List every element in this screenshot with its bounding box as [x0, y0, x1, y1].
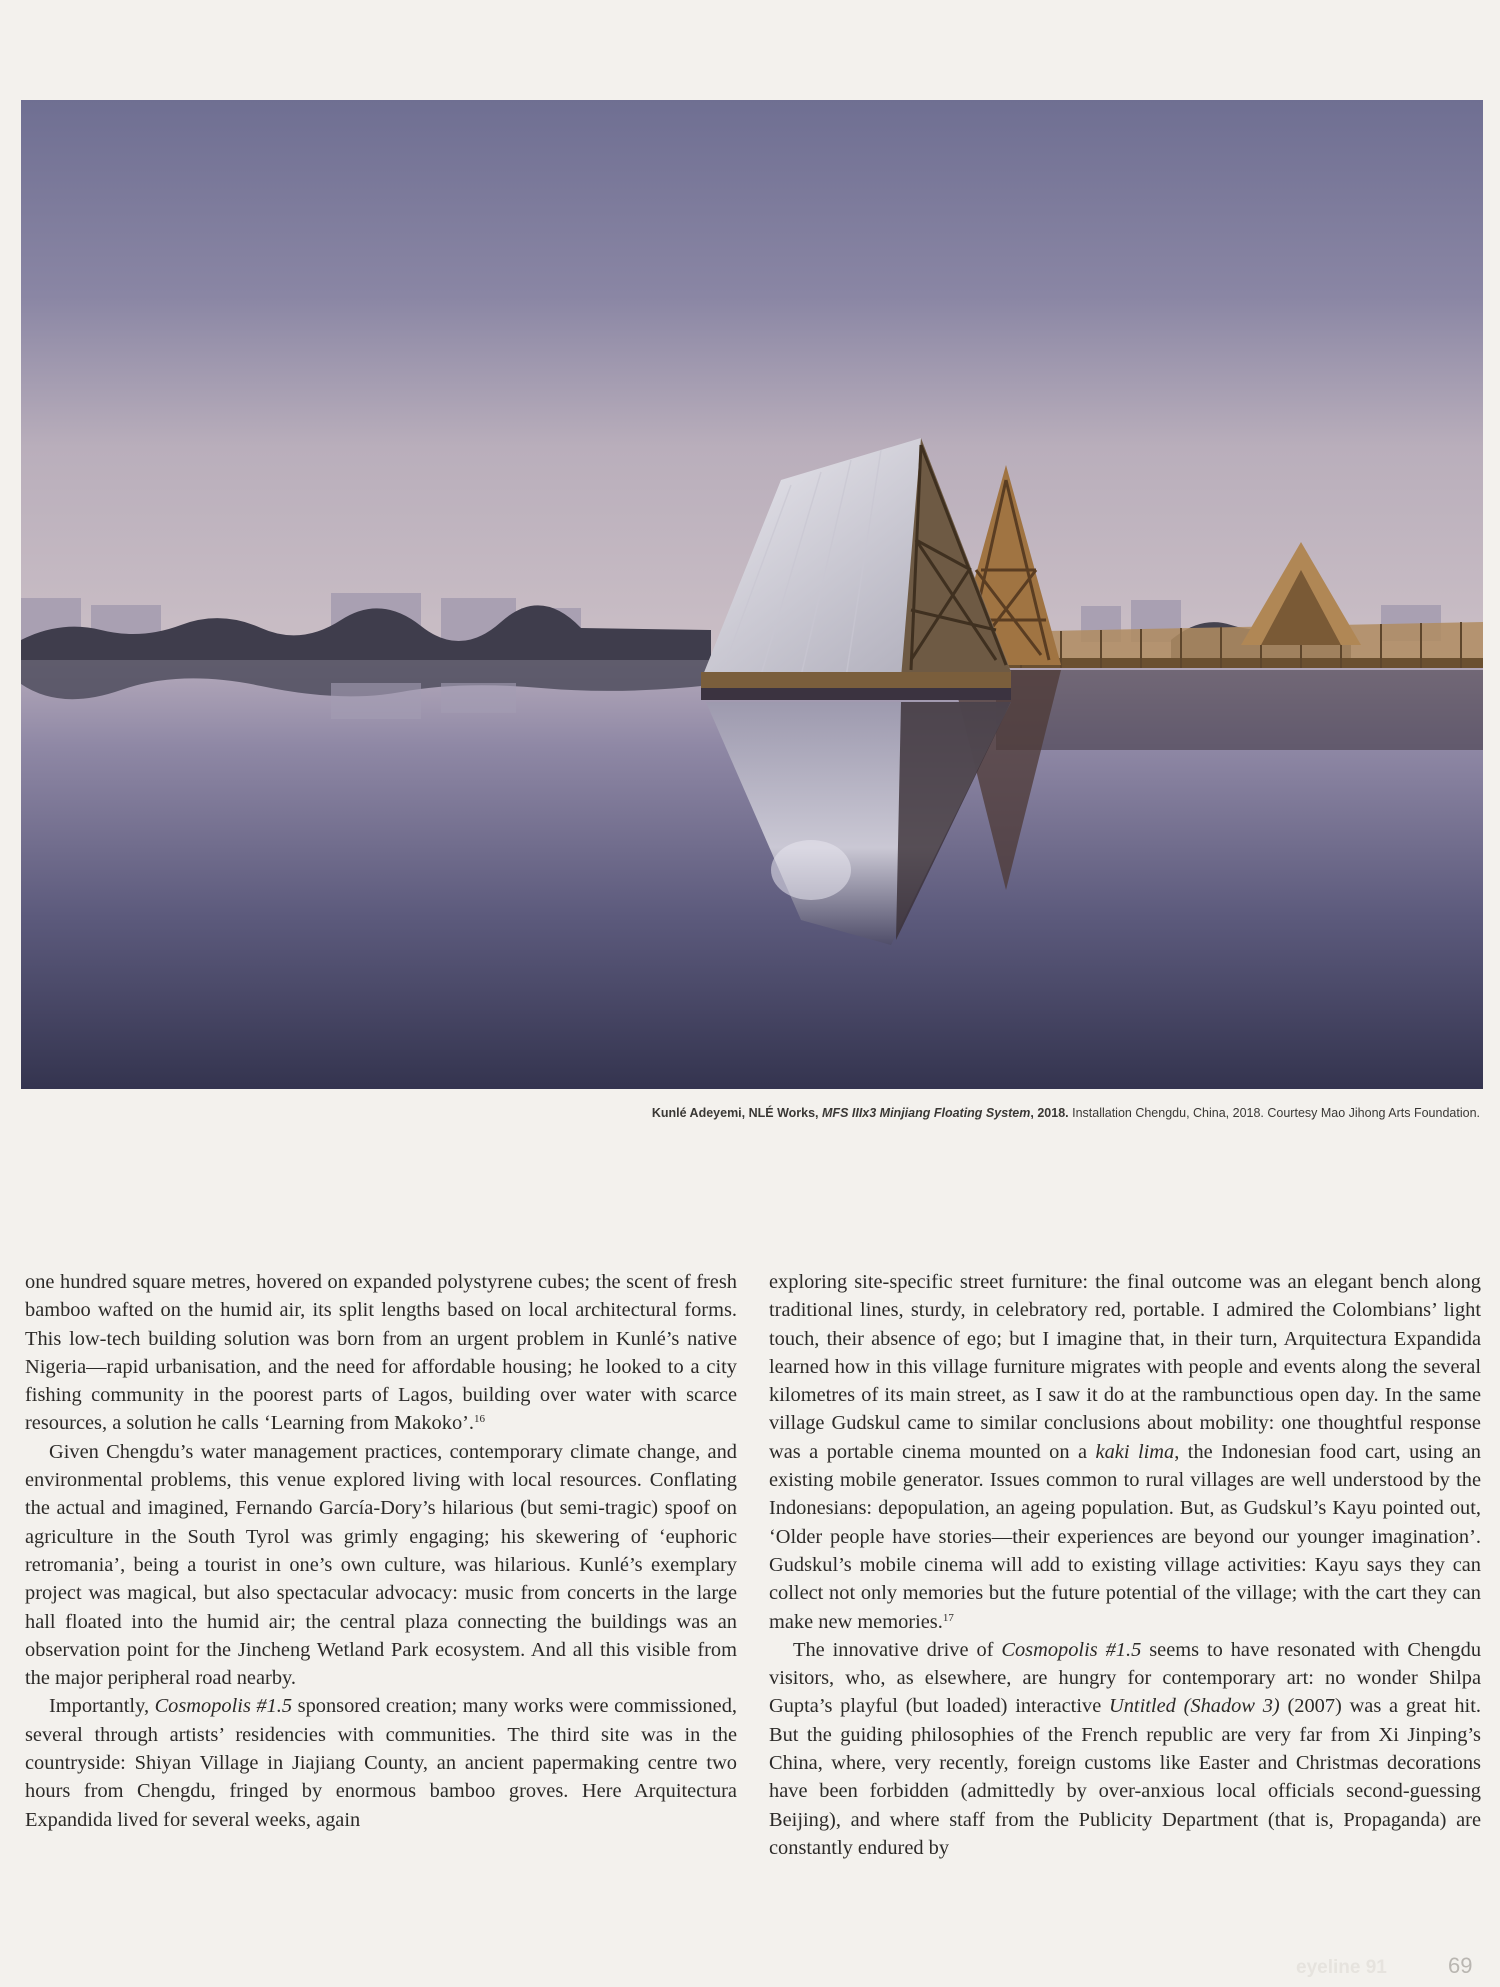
caption-title: MFS IIIx3 Minjiang Floating System — [822, 1106, 1031, 1120]
caption-details: Installation Chengdu, China, 2018. Courtesy Mao Jihong Arts Foundation. — [1068, 1106, 1480, 1120]
right-paragraph-2: The innovative drive of Cosmopolis #1.5 seems to have resonated with Chengdu visitors, who, as elsewhere, are hungry for contemporary art: no wonder Shilpa Gupta’s playful (but loaded) interactive Untitled (Shadow 3) (2007) was a great hit. But the guiding philosophies of the French republic are very far from Xi Jinping’s China, where, very recently, foreign customs like Easter and Christmas decorations have been forbidden (admittedly by over-anxious local officials second-guessing Beijing), and where staff from the Publicity Department (that is, Propaganda) are constantly endured by — [769, 1638, 1482, 1859]
photo-illustration — [21, 100, 1483, 1089]
left-paragraph-3: Importantly, Cosmopolis #1.5 sponsored creation; many works were commissioned, several through artists’ residencies with communities. The third site was in the countryside: Shiyan Village in Jiajiang County, an ancient papermaking centre two hours from Chengdu, fringed by enormous bamboo groves. Here Arquitectura Expandida lived for several weeks, again — [25, 1695, 737, 1831]
left-paragraph-2: Given Chengdu’s water management practices, contemporary climate change, and environmental problems, this venue explored living with local resources. Conflating the actual and imagined, Fernando García-Dory’s hilarious (but semi-tragic) spoof on agriculture in the South Tyrol was grimly engaging; his skewering of ‘euphoric retromania’, being a tourist in one’s own culture, was hilarious. Kunlé’s exemplary project was magical, but also spectacular advocacy: music from concerts in the large hall floated into the humid air; the central plaza connecting the buildings was an observation point for the Jincheng Wetland Park ecosystem. And all this visible from the major peripheral road nearby. — [25, 1440, 737, 1690]
footnote-ref-17: 17 — [942, 1611, 954, 1624]
page-number: 69 — [1448, 1953, 1473, 1978]
magazine-name: eyeline 91 — [1296, 1957, 1387, 1978]
installation-photo — [21, 100, 1483, 1089]
left-column — [25, 1268, 737, 1834]
footnote-ref-16: 16 — [474, 1413, 486, 1426]
right-paragraph-1: exploring site-specific street furniture: the final outcome was an elegant bench along traditional lines, sturdy, in celebratory red, portable. I admired the Colombians’ light touch, their absence of ego; but I imagine that, in their turn, Arquitectura Expandida learned how in this village furniture migrates with people and events along the several kilometres of its main street, as I saw it do at the rambunctious open day. In the same village Gudskul came to similar conclusions about mobility: one thoughtful response was a portable cinema mounted on a kaki lima, the Indonesian food cart, using an existing mobile generator. Issues common to rural villages are well understood by the Indonesians: depopulation, an ageing population. But, as Gudskul’s Kayu pointed out, ‘Older people have stories—their experiences are beyond our younger imagination’. Gudskul’s mobile cinema will add to existing village activities: Kayu says they can collect not only memories but the future potential of the village; with the cart they can make new memories.$^{17}$ — [769, 1271, 1481, 1633]
photo-caption — [21, 1106, 1480, 1120]
caption-artist: Kunlé Adeyemi, NLÉ Works, — [651, 1106, 819, 1120]
left-paragraph-1: one hundred square metres, hovered on expanded polystyrene cubes; the scent of fresh bamboo wafted on the humid air, its split lengths based on local architectural forms. This low-tech building solution was born from an urgent problem in Kunlé’s native Nigeria—rapid urbanisation, and the need for affordable housing; he looked to a city fishing community in the poorest parts of Lagos, building over water with scarce resources, a solution he calls ‘Learning from Makoko’.$^{16}$ — [25, 1271, 737, 1435]
right-column — [769, 1268, 1481, 1862]
caption-year: , 2018. — [1030, 1106, 1069, 1120]
